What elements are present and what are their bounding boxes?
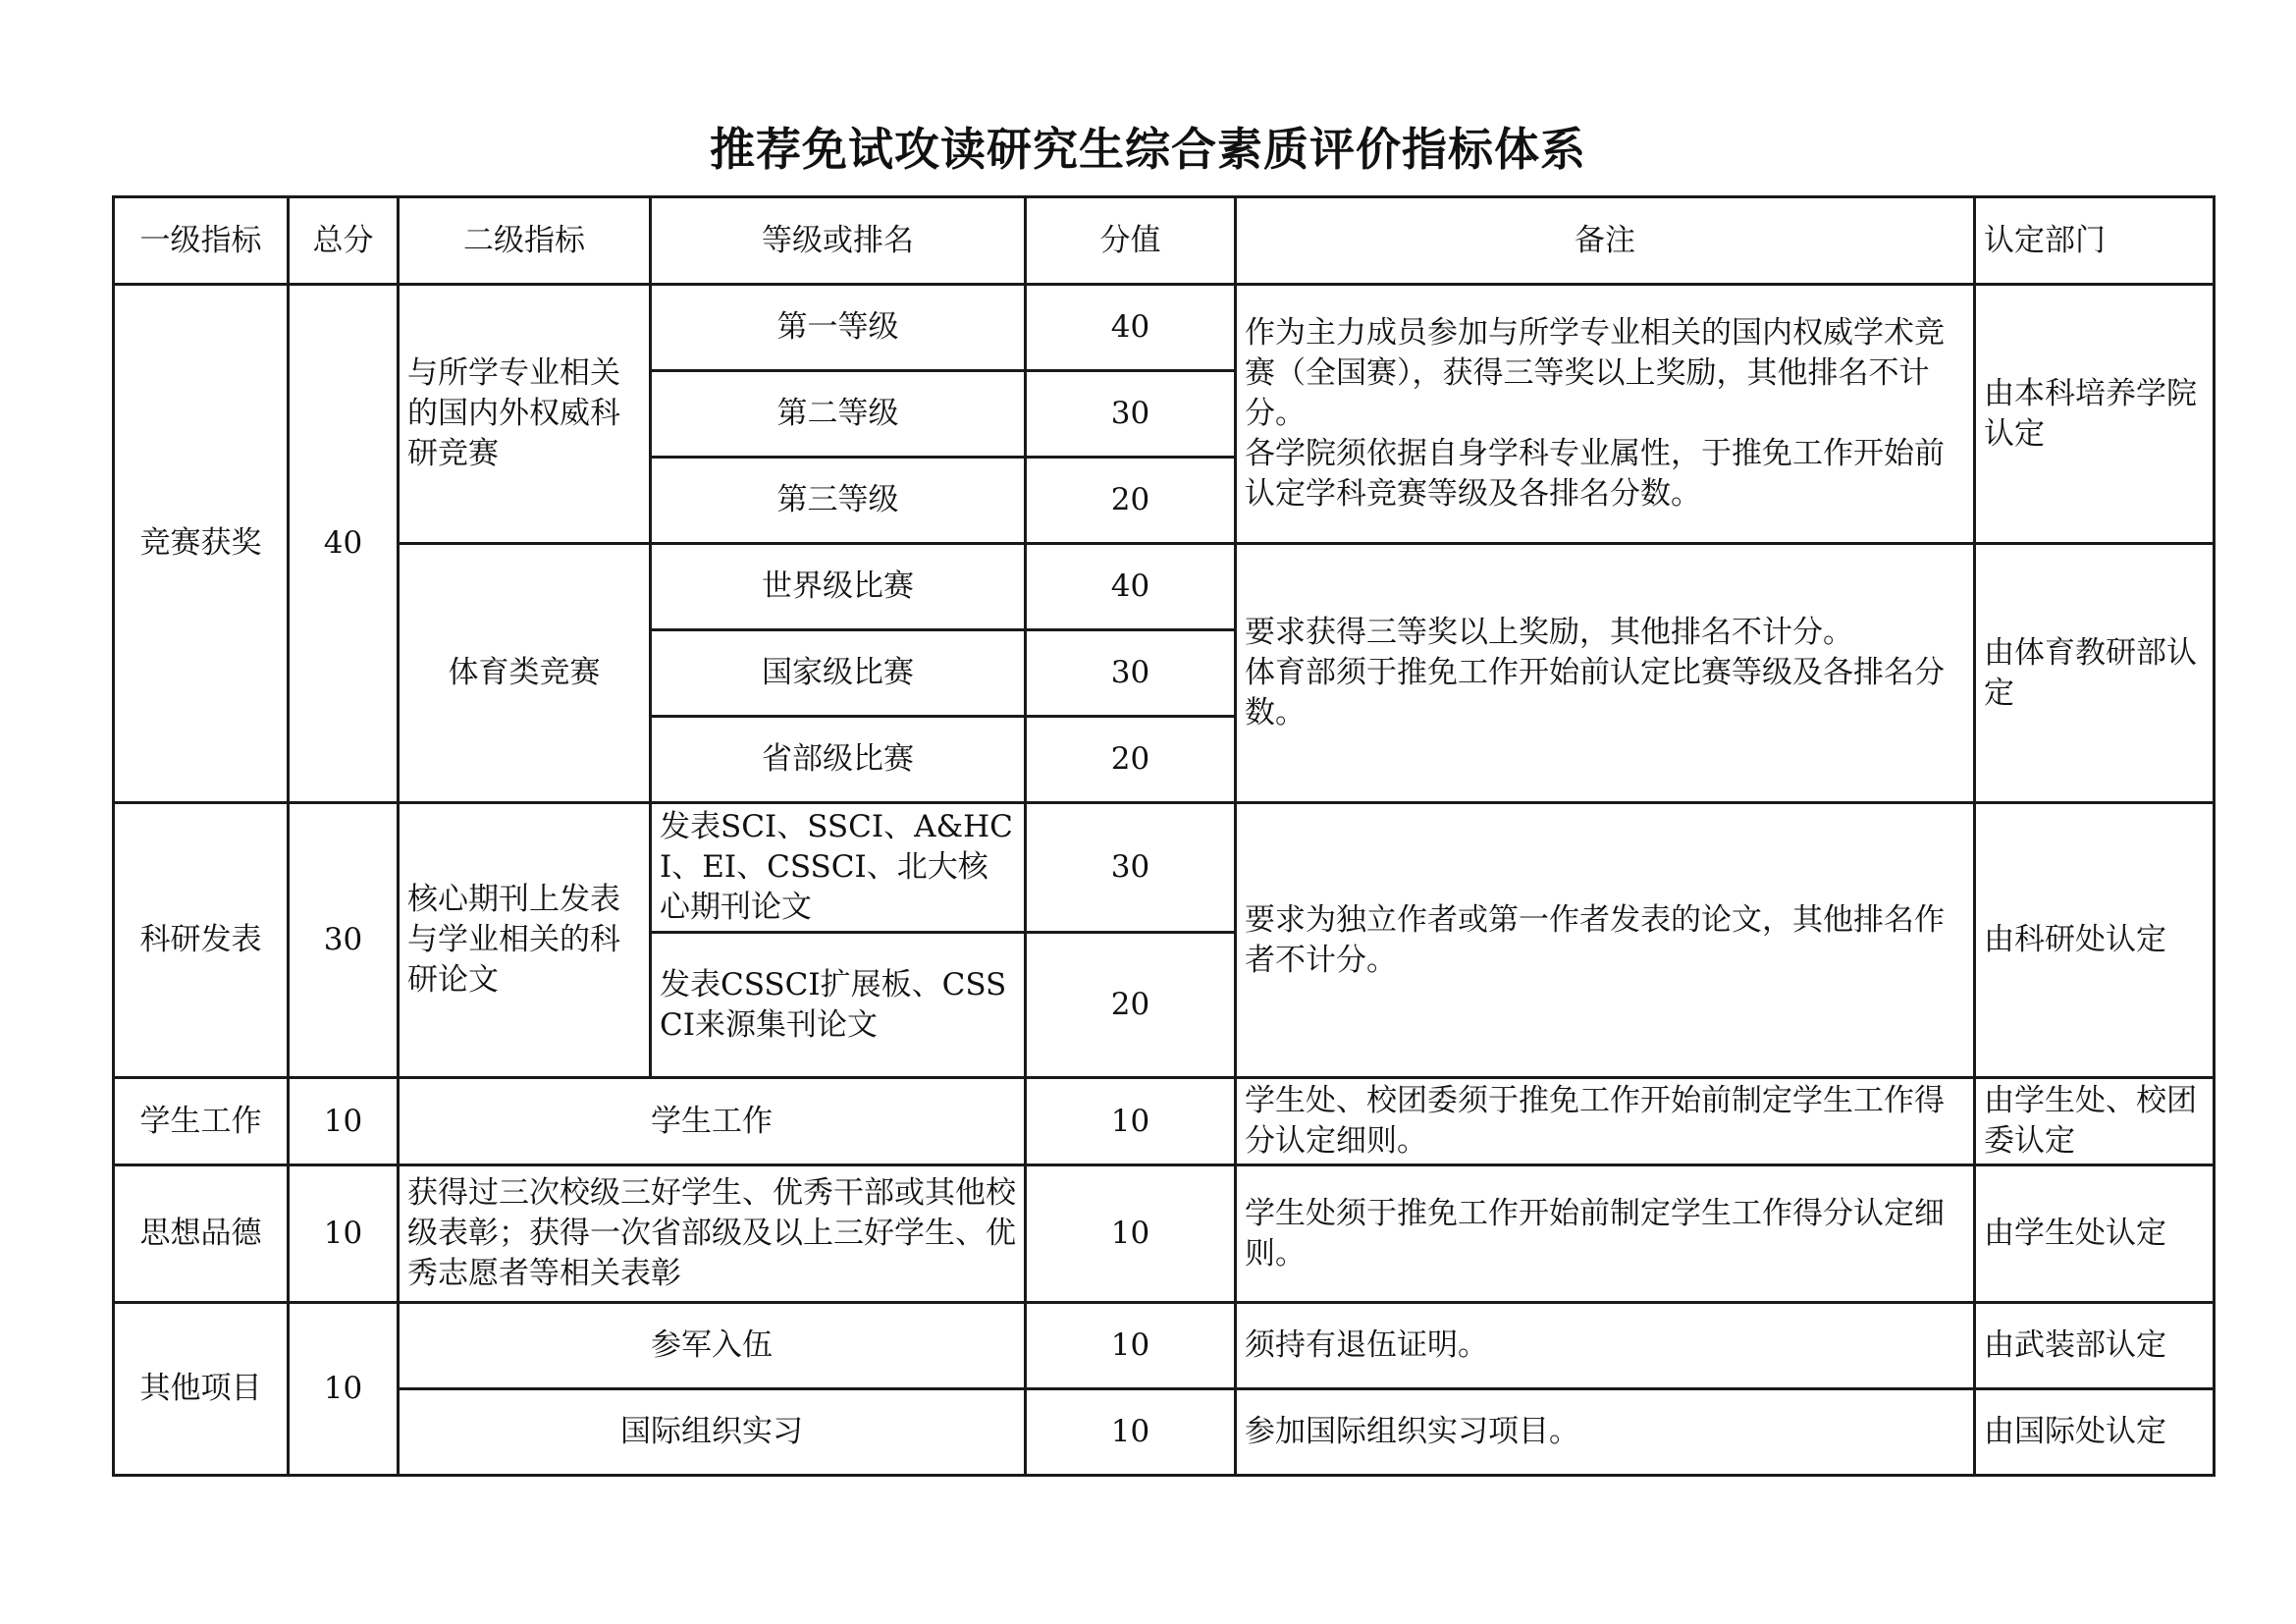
grade-score: 30 <box>1026 371 1236 458</box>
header-total: 总分 <box>289 197 399 285</box>
student-work-name: 学生工作 <box>399 1078 1026 1165</box>
other-level1: 其他项目 <box>114 1303 289 1476</box>
grade-label: 省部级比赛 <box>651 717 1026 803</box>
header-grade: 等级或排名 <box>651 197 1026 285</box>
grade-label: 发表SCI、SSCI、A&HCI、EI、CSSCI、北大核心期刊论文 <box>651 803 1026 933</box>
other-item-name: 参军入伍 <box>399 1303 1026 1389</box>
sports-competition-name: 体育类竞赛 <box>399 544 651 803</box>
table-row <box>114 803 2215 933</box>
morality-name: 获得过三次校级三好学生、优秀干部或其他校级表彰；获得一次省部级及以上三好学生、优秀志愿者等相关表彰 <box>399 1165 1026 1303</box>
header-score: 分值 <box>1026 197 1236 285</box>
header-remarks: 备注 <box>1236 197 1975 285</box>
academic-competition-remarks: 作为主力成员参加与所学专业相关的国内权威学术竞赛（全国赛），获得三等奖以上奖励，其他排名不计分。 各学院须依据自身学科专业属性，于推免工作开始前认定学科竞赛等级及各排名分数。 <box>1236 285 1975 544</box>
grade-score: 20 <box>1026 458 1236 544</box>
other-item-name: 国际组织实习 <box>399 1389 1026 1476</box>
table-row <box>114 1078 2215 1165</box>
morality-remarks: 学生处须于推免工作开始前制定学生工作得分认定细则。 <box>1236 1165 1975 1303</box>
academic-competition-name: 与所学专业相关的国内外权威科研竞赛 <box>399 285 651 544</box>
other-item-score: 10 <box>1026 1389 1236 1476</box>
morality-score: 10 <box>1026 1165 1236 1303</box>
other-total: 10 <box>289 1303 399 1476</box>
evaluation-table <box>112 195 2216 1477</box>
other-item-remarks: 参加国际组织实习项目。 <box>1236 1389 1975 1476</box>
morality-level1: 思想品德 <box>114 1165 289 1303</box>
student-work-total: 10 <box>289 1078 399 1165</box>
grade-score: 40 <box>1026 544 1236 630</box>
header-level2: 二级指标 <box>399 197 651 285</box>
grade-score: 30 <box>1026 630 1236 717</box>
grade-label: 发表CSSCI扩展板、CSSCI来源集刊论文 <box>651 933 1026 1078</box>
grade-label: 世界级比赛 <box>651 544 1026 630</box>
grade-label: 第一等级 <box>651 285 1026 371</box>
student-work-dept: 由学生处、校团委认定 <box>1975 1078 2215 1165</box>
morality-total: 10 <box>289 1165 399 1303</box>
research-name: 核心期刊上发表与学业相关的科研论文 <box>399 803 651 1078</box>
other-item-dept: 由国际处认定 <box>1975 1389 2215 1476</box>
grade-score: 40 <box>1026 285 1236 371</box>
header-dept: 认定部门 <box>1975 197 2215 285</box>
competition-total: 40 <box>289 285 399 803</box>
sports-competition-dept: 由体育教研部认定 <box>1975 544 2215 803</box>
table-row <box>114 1389 2215 1476</box>
student-work-level1: 学生工作 <box>114 1078 289 1165</box>
other-item-remarks: 须持有退伍证明。 <box>1236 1303 1975 1389</box>
table-row <box>114 544 2215 630</box>
header-level1: 一级指标 <box>114 197 289 285</box>
student-work-score: 10 <box>1026 1078 1236 1165</box>
academic-competition-dept: 由本科培养学院认定 <box>1975 285 2215 544</box>
grade-label: 国家级比赛 <box>651 630 1026 717</box>
grade-score: 20 <box>1026 717 1236 803</box>
grade-score: 30 <box>1026 803 1236 933</box>
research-total: 30 <box>289 803 399 1078</box>
table-row <box>114 285 2215 371</box>
grade-score: 20 <box>1026 933 1236 1078</box>
student-work-remarks: 学生处、校团委须于推免工作开始前制定学生工作得分认定细则。 <box>1236 1078 1975 1165</box>
research-dept: 由科研处认定 <box>1975 803 2215 1078</box>
research-level1: 科研发表 <box>114 803 289 1078</box>
header-row <box>114 197 2215 285</box>
table-row <box>114 1303 2215 1389</box>
grade-label: 第二等级 <box>651 371 1026 458</box>
research-remarks: 要求为独立作者或第一作者发表的论文，其他排名作者不计分。 <box>1236 803 1975 1078</box>
other-item-score: 10 <box>1026 1303 1236 1389</box>
morality-dept: 由学生处认定 <box>1975 1165 2215 1303</box>
table-row <box>114 1165 2215 1303</box>
grade-label: 第三等级 <box>651 458 1026 544</box>
competition-level1: 竞赛获奖 <box>114 285 289 803</box>
page-title: 推荐免试攻读研究生综合素质评价指标体系 <box>710 123 1586 176</box>
sports-competition-remarks: 要求获得三等奖以上奖励，其他排名不计分。 体育部须于推免工作开始前认定比赛等级及各排名分数。 <box>1236 544 1975 803</box>
other-item-dept: 由武装部认定 <box>1975 1303 2215 1389</box>
